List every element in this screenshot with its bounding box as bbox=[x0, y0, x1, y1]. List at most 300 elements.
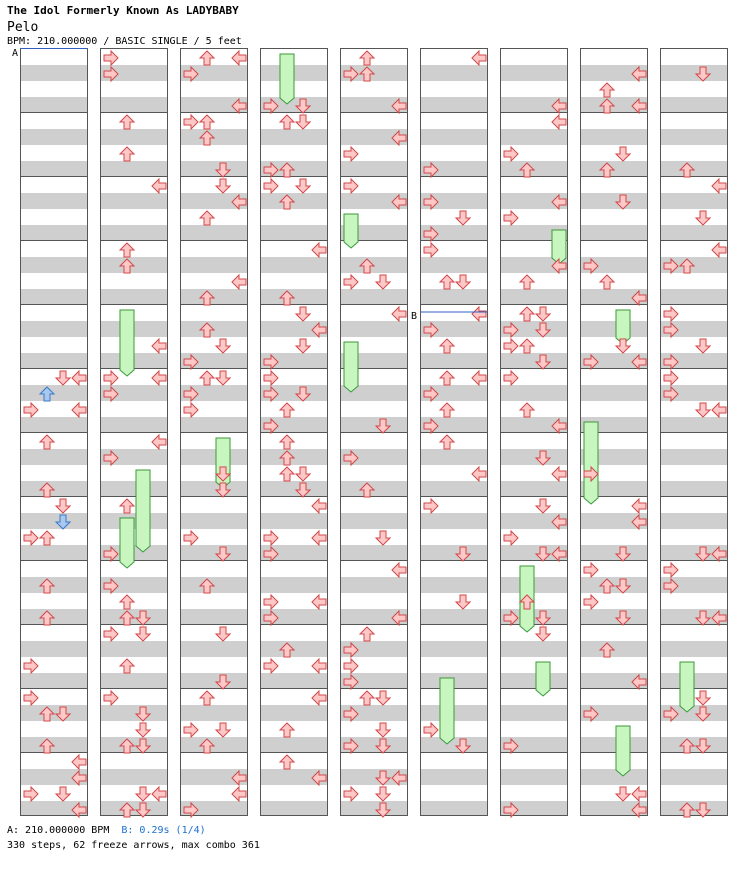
chart-column bbox=[420, 48, 488, 816]
arrow-icon bbox=[424, 195, 438, 209]
arrow-icon bbox=[264, 611, 278, 625]
arrow-icon bbox=[216, 179, 230, 193]
arrow-icon bbox=[56, 787, 70, 801]
arrow-icon bbox=[616, 547, 630, 561]
arrow-icon bbox=[712, 611, 726, 625]
arrow-icon bbox=[504, 739, 518, 753]
arrow-icon bbox=[312, 323, 326, 337]
arrow-icon bbox=[40, 387, 54, 401]
arrow-icon bbox=[216, 675, 230, 689]
arrow-icon bbox=[536, 499, 550, 513]
arrow-icon bbox=[120, 659, 134, 673]
arrow-icon bbox=[632, 499, 646, 513]
arrow-icon bbox=[104, 627, 118, 641]
arrow-icon bbox=[424, 387, 438, 401]
arrow-icon bbox=[664, 579, 678, 593]
arrow-icon bbox=[696, 339, 710, 353]
arrow-icon bbox=[392, 611, 406, 625]
arrow-icon bbox=[264, 387, 278, 401]
arrow-icon bbox=[472, 371, 486, 385]
chart-column bbox=[340, 48, 408, 816]
arrow-icon bbox=[632, 291, 646, 305]
song-artist: Pelo bbox=[7, 20, 39, 35]
arrow-icon bbox=[552, 467, 566, 481]
arrow-icon bbox=[120, 595, 134, 609]
arrow-icon bbox=[344, 147, 358, 161]
arrow-icon bbox=[280, 643, 294, 657]
arrow-icon bbox=[296, 467, 310, 481]
arrow-icon bbox=[456, 275, 470, 289]
arrow-icon bbox=[40, 611, 54, 625]
arrow-icon bbox=[344, 451, 358, 465]
arrow-icon bbox=[264, 355, 278, 369]
arrow-icon bbox=[376, 723, 390, 737]
step-layer bbox=[100, 48, 168, 824]
arrow-icon bbox=[72, 771, 86, 785]
arrow-icon bbox=[696, 739, 710, 753]
arrow-icon bbox=[632, 515, 646, 529]
arrow-icon bbox=[712, 179, 726, 193]
arrow-icon bbox=[424, 723, 438, 737]
arrow-icon bbox=[296, 99, 310, 113]
arrow-icon bbox=[632, 67, 646, 81]
arrow-icon bbox=[312, 531, 326, 545]
arrow-icon bbox=[136, 611, 150, 625]
freeze-arrow-icon bbox=[120, 310, 134, 376]
chart-column bbox=[660, 48, 728, 816]
arrow-icon bbox=[296, 387, 310, 401]
arrow-icon bbox=[600, 643, 614, 657]
arrow-icon bbox=[312, 659, 326, 673]
arrow-icon bbox=[520, 403, 534, 417]
freeze-arrow-icon bbox=[440, 678, 454, 744]
arrow-icon bbox=[104, 371, 118, 385]
arrow-icon bbox=[280, 163, 294, 177]
step-layer bbox=[340, 48, 408, 824]
step-layer bbox=[20, 48, 88, 824]
arrow-icon bbox=[536, 547, 550, 561]
arrow-icon bbox=[424, 499, 438, 513]
arrow-icon bbox=[216, 371, 230, 385]
arrow-icon bbox=[360, 483, 374, 497]
arrow-icon bbox=[440, 403, 454, 417]
arrow-icon bbox=[232, 99, 246, 113]
arrow-icon bbox=[680, 163, 694, 177]
arrow-icon bbox=[440, 435, 454, 449]
arrow-icon bbox=[296, 307, 310, 321]
arrow-icon bbox=[264, 547, 278, 561]
arrow-icon bbox=[360, 691, 374, 705]
arrow-icon bbox=[120, 611, 134, 625]
arrow-icon bbox=[264, 419, 278, 433]
arrow-icon bbox=[504, 611, 518, 625]
bpm-marker-label: A bbox=[12, 48, 19, 59]
arrow-icon bbox=[216, 339, 230, 353]
arrow-icon bbox=[504, 211, 518, 225]
arrow-icon bbox=[552, 195, 566, 209]
chart-info: BPM: 210.000000 / BASIC SINGLE / 5 feet bbox=[7, 36, 242, 47]
arrow-icon bbox=[200, 579, 214, 593]
arrow-icon bbox=[536, 611, 550, 625]
arrow-icon bbox=[552, 547, 566, 561]
arrow-icon bbox=[120, 115, 134, 129]
arrow-icon bbox=[504, 339, 518, 353]
arrow-icon bbox=[696, 67, 710, 81]
arrow-icon bbox=[632, 787, 646, 801]
arrow-icon bbox=[440, 275, 454, 289]
arrow-icon bbox=[600, 163, 614, 177]
arrow-icon bbox=[200, 739, 214, 753]
arrow-icon bbox=[296, 179, 310, 193]
arrow-icon bbox=[360, 627, 374, 641]
arrow-icon bbox=[184, 403, 198, 417]
arrow-icon bbox=[344, 275, 358, 289]
arrow-icon bbox=[344, 659, 358, 673]
arrow-icon bbox=[200, 371, 214, 385]
arrow-icon bbox=[312, 243, 326, 257]
arrow-icon bbox=[680, 259, 694, 273]
chart-column bbox=[20, 48, 88, 816]
arrow-icon bbox=[104, 451, 118, 465]
arrow-icon bbox=[264, 531, 278, 545]
chart-column bbox=[100, 48, 168, 816]
freeze-arrow-icon bbox=[680, 662, 694, 712]
arrow-icon bbox=[200, 115, 214, 129]
arrow-icon bbox=[664, 307, 678, 321]
arrow-icon bbox=[456, 595, 470, 609]
arrow-icon bbox=[40, 483, 54, 497]
arrow-icon bbox=[392, 307, 406, 321]
arrow-icon bbox=[360, 67, 374, 81]
arrow-icon bbox=[504, 147, 518, 161]
arrow-icon bbox=[200, 131, 214, 145]
arrow-icon bbox=[184, 803, 198, 817]
arrow-icon bbox=[152, 179, 166, 193]
step-layer bbox=[180, 48, 248, 824]
arrow-icon bbox=[344, 67, 358, 81]
arrow-icon bbox=[552, 259, 566, 273]
arrow-icon bbox=[152, 435, 166, 449]
arrow-icon bbox=[392, 563, 406, 577]
arrow-icon bbox=[184, 531, 198, 545]
arrow-icon bbox=[344, 787, 358, 801]
arrow-icon bbox=[152, 339, 166, 353]
arrow-icon bbox=[696, 547, 710, 561]
arrow-icon bbox=[696, 211, 710, 225]
arrow-icon bbox=[536, 323, 550, 337]
chart-stats: 330 steps, 62 freeze arrows, max combo 361 bbox=[7, 840, 260, 851]
arrow-icon bbox=[392, 195, 406, 209]
arrow-icon bbox=[40, 739, 54, 753]
freeze-arrow-icon bbox=[584, 422, 598, 504]
arrow-icon bbox=[312, 771, 326, 785]
arrow-icon bbox=[632, 355, 646, 369]
arrow-icon bbox=[600, 579, 614, 593]
arrow-icon bbox=[472, 51, 486, 65]
arrow-icon bbox=[472, 307, 486, 321]
arrow-icon bbox=[344, 707, 358, 721]
arrow-icon bbox=[616, 611, 630, 625]
arrow-icon bbox=[200, 691, 214, 705]
arrow-icon bbox=[424, 243, 438, 257]
arrow-icon bbox=[392, 99, 406, 113]
arrow-icon bbox=[344, 675, 358, 689]
freeze-arrow-icon bbox=[344, 214, 358, 248]
arrow-icon bbox=[456, 739, 470, 753]
arrow-icon bbox=[24, 691, 38, 705]
arrow-icon bbox=[280, 723, 294, 737]
arrow-icon bbox=[40, 707, 54, 721]
arrow-icon bbox=[200, 51, 214, 65]
arrow-icon bbox=[216, 723, 230, 737]
arrow-icon bbox=[424, 227, 438, 241]
stop-marker-label: B bbox=[411, 311, 418, 322]
arrow-icon bbox=[264, 371, 278, 385]
arrow-icon bbox=[280, 115, 294, 129]
arrow-icon bbox=[56, 515, 70, 529]
arrow-icon bbox=[504, 323, 518, 337]
arrow-icon bbox=[200, 211, 214, 225]
arrow-icon bbox=[632, 675, 646, 689]
arrow-icon bbox=[136, 723, 150, 737]
arrow-icon bbox=[376, 419, 390, 433]
arrow-icon bbox=[56, 707, 70, 721]
arrow-icon bbox=[584, 595, 598, 609]
arrow-icon bbox=[312, 595, 326, 609]
arrow-icon bbox=[216, 163, 230, 177]
step-layer bbox=[500, 48, 568, 824]
arrow-icon bbox=[520, 163, 534, 177]
arrow-icon bbox=[600, 275, 614, 289]
timing-legend bbox=[7, 825, 206, 836]
freeze-arrow-icon bbox=[616, 726, 630, 776]
arrow-icon bbox=[376, 531, 390, 545]
arrow-icon bbox=[120, 739, 134, 753]
arrow-icon bbox=[104, 579, 118, 593]
arrow-icon bbox=[264, 659, 278, 673]
arrow-icon bbox=[664, 355, 678, 369]
stop-legend: B: 0.29s (1/4) bbox=[121, 825, 206, 836]
arrow-icon bbox=[24, 787, 38, 801]
arrow-icon bbox=[664, 259, 678, 273]
arrow-icon bbox=[632, 99, 646, 113]
arrow-icon bbox=[232, 275, 246, 289]
arrow-icon bbox=[72, 803, 86, 817]
arrow-icon bbox=[296, 115, 310, 129]
arrow-icon bbox=[72, 371, 86, 385]
freeze-arrow-icon bbox=[536, 662, 550, 696]
arrow-icon bbox=[360, 51, 374, 65]
arrow-icon bbox=[72, 755, 86, 769]
arrow-icon bbox=[136, 739, 150, 753]
arrow-icon bbox=[264, 99, 278, 113]
arrow-icon bbox=[184, 355, 198, 369]
arrow-icon bbox=[360, 259, 374, 273]
arrow-icon bbox=[40, 531, 54, 545]
arrow-icon bbox=[376, 275, 390, 289]
arrow-icon bbox=[136, 707, 150, 721]
arrow-icon bbox=[136, 627, 150, 641]
arrow-icon bbox=[584, 707, 598, 721]
arrow-icon bbox=[232, 787, 246, 801]
step-layer bbox=[580, 48, 648, 824]
arrow-icon bbox=[280, 195, 294, 209]
arrow-icon bbox=[280, 291, 294, 305]
arrow-icon bbox=[552, 419, 566, 433]
arrow-icon bbox=[584, 563, 598, 577]
arrow-icon bbox=[552, 99, 566, 113]
arrow-icon bbox=[664, 707, 678, 721]
arrow-icon bbox=[280, 755, 294, 769]
freeze-arrow-icon bbox=[344, 342, 358, 392]
arrow-icon bbox=[520, 307, 534, 321]
arrow-icon bbox=[104, 67, 118, 81]
arrow-icon bbox=[616, 195, 630, 209]
arrow-icon bbox=[424, 163, 438, 177]
chart-column bbox=[260, 48, 328, 816]
arrow-icon bbox=[344, 739, 358, 753]
step-layer bbox=[260, 48, 328, 824]
arrow-icon bbox=[440, 339, 454, 353]
arrow-icon bbox=[120, 499, 134, 513]
arrow-icon bbox=[200, 291, 214, 305]
arrow-icon bbox=[376, 771, 390, 785]
arrow-icon bbox=[184, 115, 198, 129]
arrow-icon bbox=[424, 323, 438, 337]
arrow-icon bbox=[104, 51, 118, 65]
arrow-icon bbox=[344, 179, 358, 193]
arrow-icon bbox=[392, 771, 406, 785]
arrow-icon bbox=[344, 643, 358, 657]
arrow-icon bbox=[120, 243, 134, 257]
arrow-icon bbox=[280, 435, 294, 449]
arrow-icon bbox=[616, 579, 630, 593]
chart-column bbox=[580, 48, 648, 816]
arrow-icon bbox=[40, 435, 54, 449]
arrow-icon bbox=[456, 211, 470, 225]
arrow-icon bbox=[664, 371, 678, 385]
arrow-icon bbox=[552, 115, 566, 129]
arrow-icon bbox=[216, 627, 230, 641]
arrow-icon bbox=[24, 531, 38, 545]
arrow-icon bbox=[600, 83, 614, 97]
arrow-icon bbox=[472, 467, 486, 481]
arrow-icon bbox=[136, 787, 150, 801]
arrow-icon bbox=[136, 803, 150, 817]
arrow-icon bbox=[152, 371, 166, 385]
arrow-icon bbox=[696, 403, 710, 417]
arrow-icon bbox=[184, 723, 198, 737]
song-title: The Idol Formerly Known As LADYBABY bbox=[7, 4, 239, 17]
arrow-icon bbox=[184, 67, 198, 81]
arrow-icon bbox=[184, 387, 198, 401]
arrow-icon bbox=[632, 803, 646, 817]
arrow-icon bbox=[520, 339, 534, 353]
arrow-icon bbox=[680, 739, 694, 753]
arrow-icon bbox=[392, 131, 406, 145]
arrow-icon bbox=[696, 707, 710, 721]
arrow-icon bbox=[536, 451, 550, 465]
arrow-icon bbox=[264, 179, 278, 193]
arrow-icon bbox=[600, 99, 614, 113]
arrow-icon bbox=[56, 371, 70, 385]
freeze-arrow-icon bbox=[120, 518, 134, 568]
bpm-legend: A: 210.000000 BPM bbox=[7, 825, 110, 836]
arrow-icon bbox=[264, 595, 278, 609]
arrow-icon bbox=[504, 531, 518, 545]
arrow-icon bbox=[280, 403, 294, 417]
arrow-icon bbox=[504, 371, 518, 385]
chart-column bbox=[500, 48, 568, 816]
arrow-icon bbox=[216, 483, 230, 497]
arrow-icon bbox=[296, 339, 310, 353]
arrow-icon bbox=[152, 787, 166, 801]
step-layer bbox=[420, 48, 488, 824]
arrow-icon bbox=[376, 803, 390, 817]
arrow-icon bbox=[696, 611, 710, 625]
arrow-icon bbox=[216, 547, 230, 561]
arrow-icon bbox=[56, 499, 70, 513]
step-layer bbox=[660, 48, 728, 824]
arrow-icon bbox=[536, 627, 550, 641]
arrow-icon bbox=[616, 147, 630, 161]
arrow-icon bbox=[696, 803, 710, 817]
arrow-icon bbox=[296, 483, 310, 497]
arrow-icon bbox=[280, 467, 294, 481]
arrow-icon bbox=[232, 195, 246, 209]
arrow-icon bbox=[552, 515, 566, 529]
arrow-icon bbox=[424, 419, 438, 433]
freeze-arrow-icon bbox=[280, 54, 294, 104]
arrow-icon bbox=[696, 691, 710, 705]
arrow-icon bbox=[712, 547, 726, 561]
arrow-icon bbox=[584, 355, 598, 369]
arrow-icon bbox=[120, 259, 134, 273]
arrow-icon bbox=[664, 387, 678, 401]
arrow-icon bbox=[40, 579, 54, 593]
arrow-icon bbox=[72, 403, 86, 417]
arrow-icon bbox=[456, 547, 470, 561]
arrow-icon bbox=[536, 307, 550, 321]
arrow-icon bbox=[712, 243, 726, 257]
arrow-icon bbox=[232, 771, 246, 785]
arrow-icon bbox=[312, 499, 326, 513]
arrow-icon bbox=[520, 275, 534, 289]
arrow-icon bbox=[712, 403, 726, 417]
arrow-icon bbox=[280, 451, 294, 465]
arrow-icon bbox=[120, 147, 134, 161]
arrow-icon bbox=[536, 355, 550, 369]
arrow-icon bbox=[680, 803, 694, 817]
arrow-icon bbox=[616, 787, 630, 801]
arrow-icon bbox=[120, 803, 134, 817]
freeze-arrow-icon bbox=[136, 470, 150, 552]
arrow-icon bbox=[376, 739, 390, 753]
arrow-icon bbox=[104, 547, 118, 561]
arrow-icon bbox=[376, 691, 390, 705]
chart-column bbox=[180, 48, 248, 816]
arrow-icon bbox=[200, 323, 214, 337]
arrow-icon bbox=[584, 259, 598, 273]
arrow-icon bbox=[504, 803, 518, 817]
arrow-icon bbox=[376, 787, 390, 801]
arrow-icon bbox=[24, 403, 38, 417]
arrow-icon bbox=[664, 563, 678, 577]
arrow-icon bbox=[104, 691, 118, 705]
arrow-icon bbox=[232, 51, 246, 65]
arrow-icon bbox=[104, 387, 118, 401]
arrow-icon bbox=[312, 691, 326, 705]
